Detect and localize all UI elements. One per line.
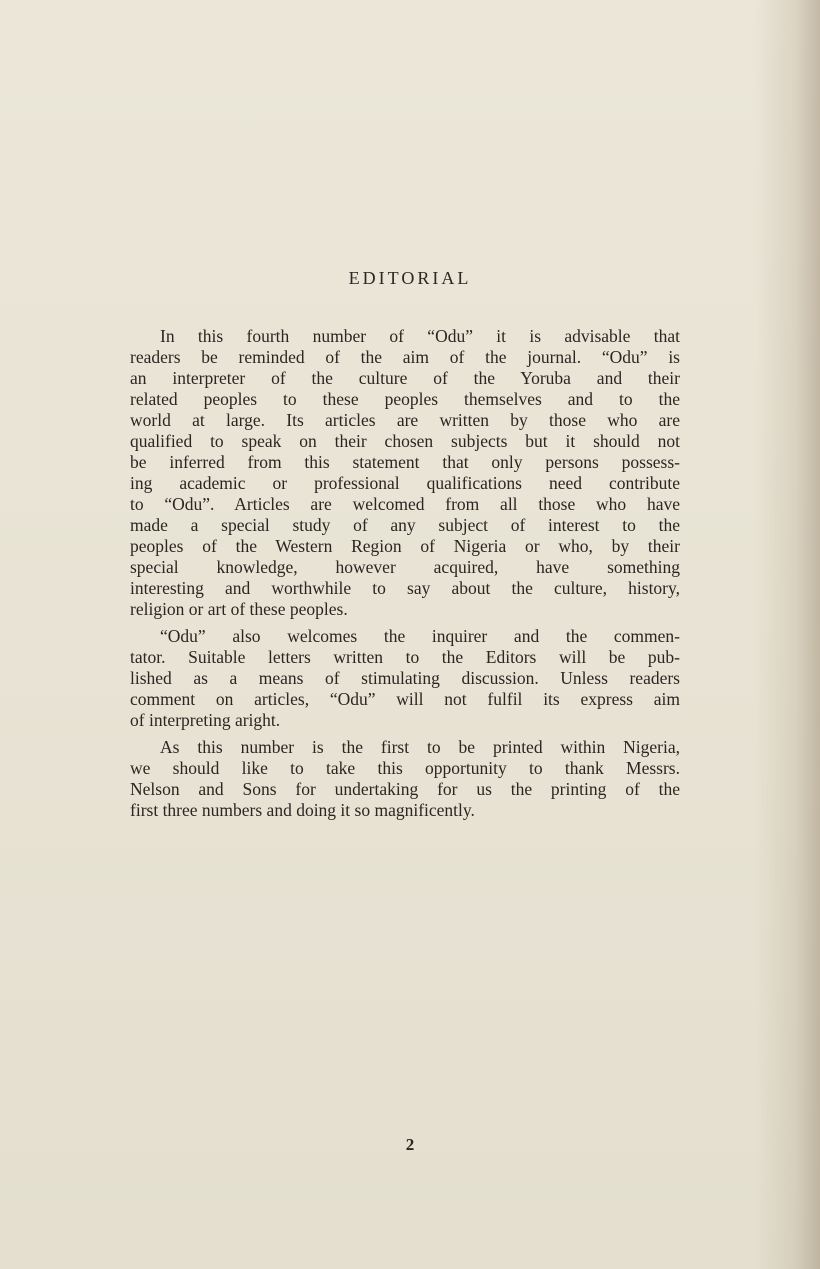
paragraph-1 <box>130 326 680 620</box>
text-line: first three numbers and doing it so magnificently. <box>130 800 475 820</box>
text-line: comment on articles, “Odu” will not fulfil its express aim <box>130 689 680 709</box>
text-line: religion or art of these peoples. <box>130 599 348 619</box>
editorial-title: EDITORIAL <box>348 268 472 288</box>
page-number: 2 <box>405 1135 415 1154</box>
text-line: to “Odu”. Articles are welcomed from all those who have <box>130 494 680 514</box>
text-line: “Odu” also welcomes the inquirer and the commen- <box>160 626 680 646</box>
text-line: an interpreter of the culture of the Yoruba and their <box>130 368 680 388</box>
text-line: interesting and worthwhile to say about the culture, history, <box>130 578 680 598</box>
paragraph-3 <box>130 737 680 821</box>
text-line: In this fourth number of “Odu” it is advisable that <box>160 326 680 346</box>
text-line: Nelson and Sons for undertaking for us the printing of the <box>130 779 680 799</box>
editorial-body <box>130 326 680 827</box>
text-line: lished as a means of stimulating discussion. Unless readers <box>130 668 680 688</box>
text-line: related peoples to these peoples themselves and to the <box>130 389 680 409</box>
text-line: be inferred from this statement that only persons possess- <box>130 452 680 472</box>
text-line: special knowledge, however acquired, have something <box>130 557 680 577</box>
text-line: of interpreting aright. <box>130 710 281 730</box>
text-line: As this number is the first to be printed within Nigeria, <box>160 737 680 757</box>
text-line: we should like to take this opportunity to thank Messrs. <box>130 758 680 778</box>
text-line: world at large. Its articles are written by those who are <box>130 410 680 430</box>
text-line: peoples of the Western Region of Nigeria or who, by their <box>130 536 680 556</box>
text-line: qualified to speak on their chosen subjects but it should not <box>130 431 680 451</box>
text-line: tator. Suitable letters written to the Editors will be pub- <box>130 647 680 667</box>
text-line: readers be reminded of the aim of the journal. “Odu” is <box>130 347 680 367</box>
text-line: ing academic or professional qualifications need contribute <box>130 473 680 493</box>
paragraph-2 <box>130 626 680 731</box>
text-line: made a special study of any subject of interest to the <box>130 515 680 535</box>
